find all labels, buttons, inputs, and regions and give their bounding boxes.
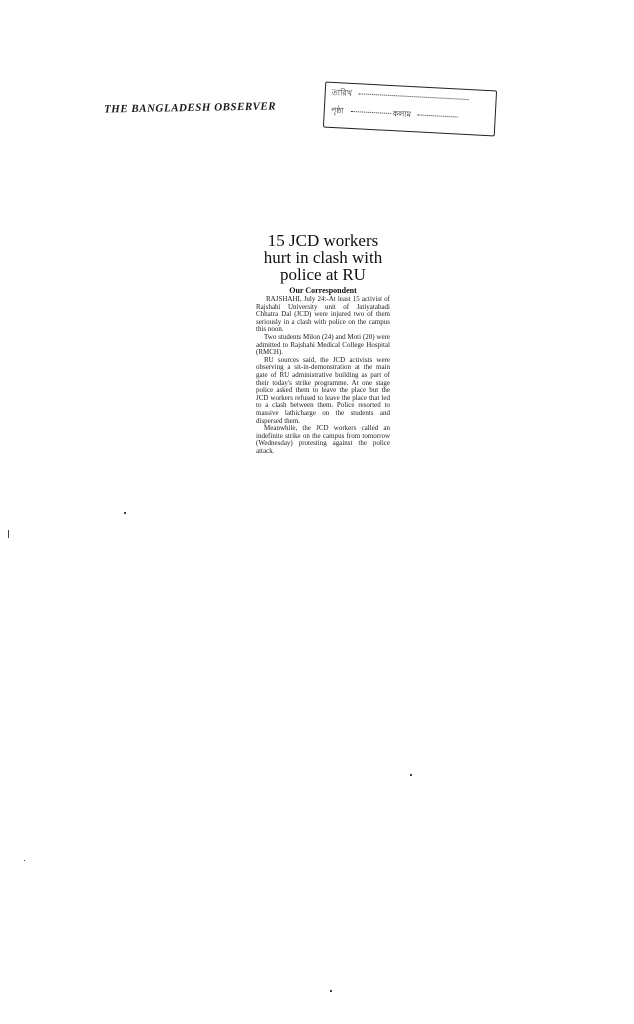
article-paragraph: RAJSHAHI, July 24:-At least 15 activist of Rajshahi University unit of Jatiyatabadi Chhatra Dal (JCD) were injured two of them seriously in a clash with police on the campus this noon.: [256, 295, 390, 334]
newspaper-masthead: THE BANGLADESH OBSERVER: [103, 100, 277, 116]
clipping-stamp: [323, 82, 497, 137]
news-article: [256, 232, 390, 455]
stamp-row-page: [330, 105, 457, 125]
stamp-date-label: তারিখ: [331, 87, 353, 98]
stamp-column-line: [418, 114, 458, 117]
scan-speck: [330, 990, 332, 992]
article-headline: 15 JCD workers hurt in clash with police at RU: [263, 231, 383, 284]
article-paragraph: Meanwhile, the JCD workers called an indefinite strike on the campus from tomorrow (Wednesday) protesting against the police attack.: [256, 424, 390, 455]
stamp-page-line: [350, 111, 390, 114]
scan-speck: [410, 774, 412, 776]
article-paragraph: RU sources said, the JCD activists were observing a sit-in-demonstration at the main gate of RU administrative building as part of their today's strike programme. At one stage police asked them to leave the place but the JCD workers refused to leave the place that led to a clash between them. Police resorted to massive lathicharge on the students and dispersed them.: [256, 355, 390, 425]
article-byline: Our Correspondent: [289, 286, 357, 295]
scan-speck: [124, 512, 126, 514]
scan-speck: [24, 860, 25, 861]
stamp-column-label: কলাম: [392, 109, 412, 120]
stamp-row-date: [331, 87, 468, 107]
article-paragraph: Two students Milon (24) and Moti (20) were admitted to Rajshahi Medical College Hospital (RMCH).: [256, 332, 390, 357]
stamp-date-line: [359, 93, 469, 100]
scan-speck: [8, 530, 9, 538]
stamp-page-label: পৃষ্ঠা: [330, 105, 345, 116]
